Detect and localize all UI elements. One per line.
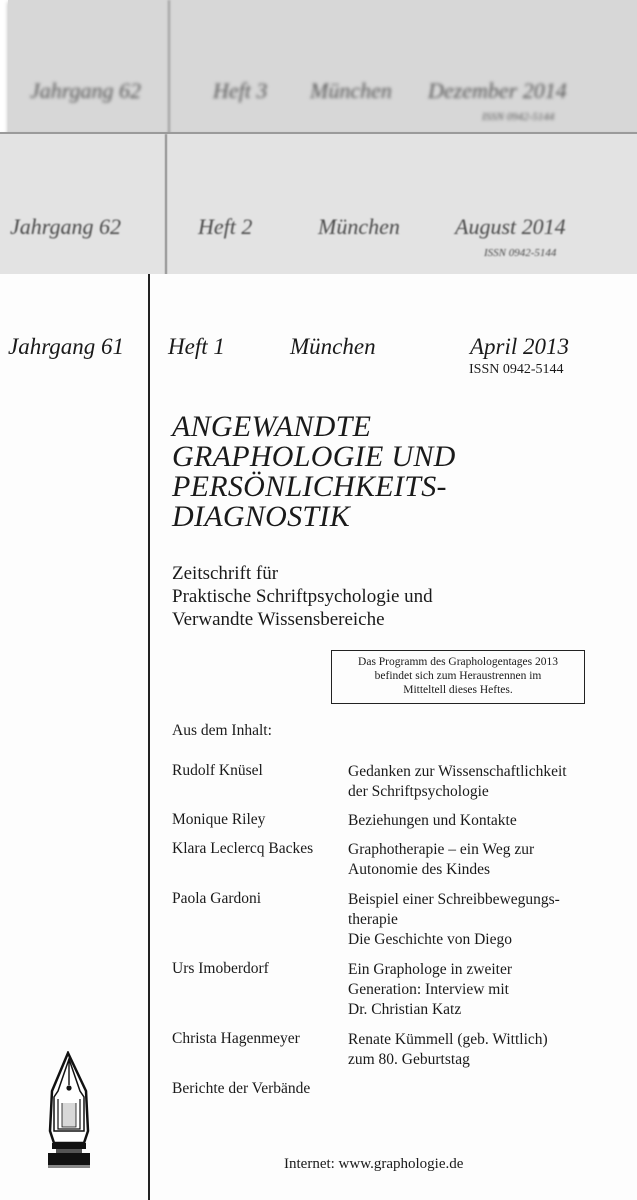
article-line: Renate Kümmell (geb. Wittlich) [348, 1031, 548, 1048]
article-line: Generation: Interview mit [348, 981, 509, 998]
title-line: PERSÖNLICHKEITS- [172, 470, 447, 503]
toc-author: Urs Imoberdorf [172, 960, 269, 977]
article-line: zum 80. Geburtstag [348, 1051, 470, 1068]
internet-address: Internet: www.graphologie.de [284, 1156, 464, 1172]
toc-author: Klara Leclercq Backes [172, 840, 314, 857]
subtitle-line: Verwandte Wissensbereiche [172, 609, 385, 630]
divider-line [168, 0, 170, 140]
front-datum: April 2013 [470, 334, 570, 359]
toc-article [348, 811, 517, 831]
cover-heft-2 [0, 132, 637, 276]
article-line: Beispiel einer Schreibbewegungs- [348, 891, 560, 908]
divider-line [165, 134, 167, 276]
cover2-heft: Heft 2 [198, 214, 253, 239]
pen-nib-icon [44, 1051, 94, 1171]
cover-heft-3 [8, 0, 637, 140]
article-line: Beziehungen und Kontakte [348, 812, 517, 829]
toc-author: Paola Gardoni [172, 890, 262, 907]
cover3-issn: ISSN 0942-5144 [482, 111, 555, 123]
toc-author: Rudolf Knüsel [172, 762, 263, 779]
cover2-issn: ISSN 0942-5144 [484, 247, 557, 259]
cover3-jahrgang: Jahrgang 62 [30, 78, 142, 103]
article-line: therapie [348, 911, 398, 928]
notice-line: befindet sich zum Heraustrennen im [374, 670, 542, 682]
article-line: Graphotherapie – ein Weg zur [348, 841, 535, 858]
article-line: Die Geschichte von Diego [348, 931, 512, 948]
toc-article [348, 890, 560, 950]
toc-article [348, 1030, 548, 1070]
notice-line: Mitteltell dieses Heftes. [403, 684, 513, 696]
divider-line [148, 274, 150, 1200]
toc-article [348, 762, 567, 802]
toc-author: Monique Riley [172, 811, 266, 828]
cover2-ort: München [318, 214, 400, 239]
front-ort: München [290, 334, 376, 359]
toc-article [348, 960, 512, 1020]
cover3-ort: München [310, 78, 392, 103]
cover3-heft: Heft 3 [213, 78, 268, 103]
toc-heading: Aus dem Inhalt: [172, 722, 272, 739]
front-heft: Heft 1 [168, 334, 225, 359]
title-line: ANGEWANDTE [172, 410, 372, 443]
title-line: GRAPHOLOGIE UND [172, 440, 456, 473]
article-line: der Schriftpsychologie [348, 783, 489, 800]
notice-line: Das Programm des Graphologentages 2013 [358, 656, 558, 668]
article-line: Autonomie des Kindes [348, 861, 491, 878]
toc-author: Christa Hagenmeyer [172, 1030, 300, 1047]
cover2-datum: August 2014 [455, 214, 566, 239]
berichte-verbaende: Berichte der Verbände [172, 1080, 311, 1097]
cover-heft-1 [0, 274, 637, 1200]
program-notice-box [331, 650, 585, 704]
front-issn: ISSN 0942-5144 [469, 362, 564, 377]
article-line: Dr. Christian Katz [348, 1001, 462, 1018]
article-line: Ein Graphologe in zweiter [348, 961, 512, 978]
journal-subtitle [172, 562, 433, 631]
title-line: DIAGNOSTIK [172, 500, 351, 533]
front-jahrgang: Jahrgang 61 [8, 334, 125, 359]
subtitle-line: Zeitschrift für [172, 563, 279, 584]
toc-article [348, 840, 534, 880]
subtitle-line: Praktische Schriftpsychologie und [172, 586, 433, 607]
cover2-jahrgang: Jahrgang 62 [10, 214, 122, 239]
article-line: Gedanken zur Wissenschaftlichkeit [348, 763, 567, 780]
cover3-datum: Dezember 2014 [428, 78, 567, 103]
journal-title [172, 412, 456, 532]
